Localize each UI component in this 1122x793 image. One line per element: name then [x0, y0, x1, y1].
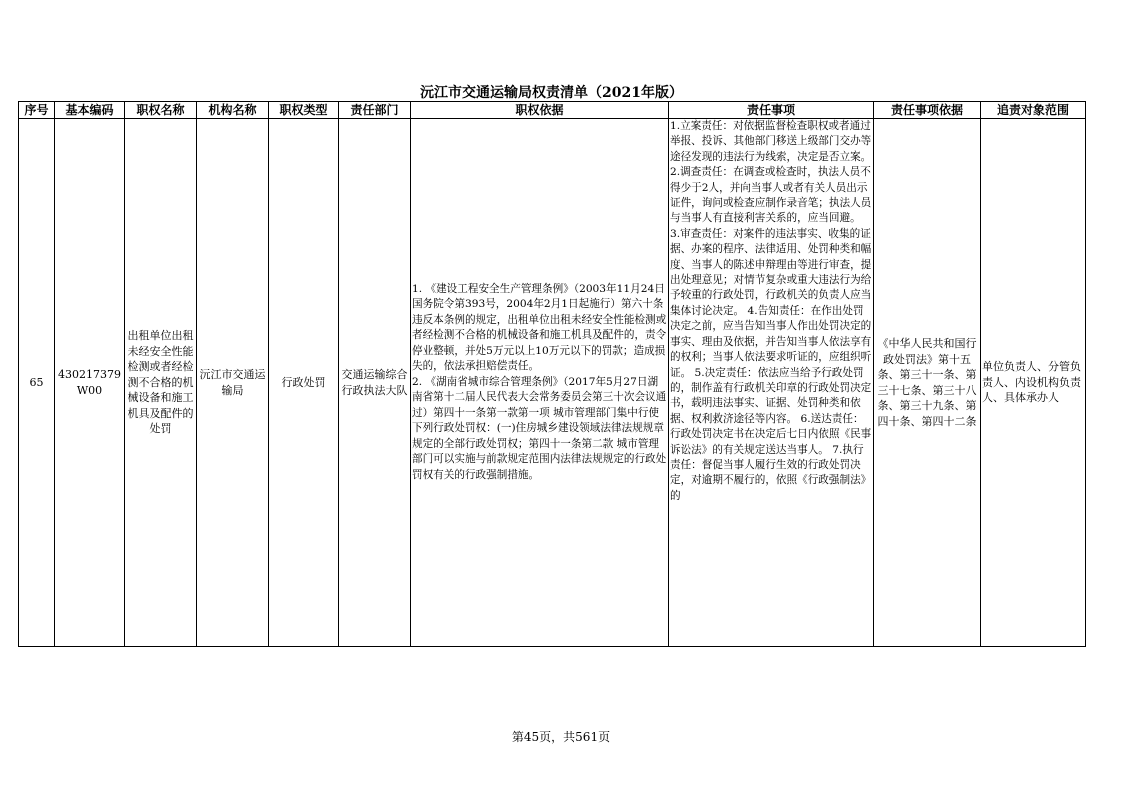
page-footer: 第45页，共561页 [511, 730, 611, 744]
header-dept: 责任部门 [339, 102, 411, 119]
page-title: 沅江市交通运输局权责清单（2021年版） [420, 85, 683, 101]
cell-accountability: 单位负责人、分管负责人、内设机构负责人、具体承办人 [981, 119, 1086, 647]
table-row [19, 119, 1086, 647]
power-list-table [18, 101, 1086, 647]
cell-code: 430217379W00 [55, 119, 125, 647]
header-org-name: 机构名称 [197, 102, 269, 119]
cell-basis: 1. 《建设工程安全生产管理条例》（2003年11月24日国务院令第393号，2004年2月1日起施行）第六十条 违反本条例的规定，出租单位出租未经安全性能检测或者经检测不合格的机械设备和施工机具及配件的，责令停业整顿，并处5万元以上10万元以下的罚款；造成损失的，依法承担赔偿责任。 2. 《湖南省城市综合管理条例》（2017年5月27日湖南省第十二届人民代表大会常务委员会第三十次会议通过）第四十一条第一款第一项 城市管理部门集中行使下列行政处罚权：(一)住房城乡建设领域法律法规规章规定的全部行政处罚权；第四十一条第二款 城市管理部门可以实施与前款规定范围内法律法规规定的行政处罚权有关的行政强制措施。 [411, 119, 669, 647]
header-resp-basis: 责任事项依据 [874, 102, 981, 119]
cell-responsibility: 1.立案责任：对依据监督检查职权或者通过举报、投诉、其他部门移送上级部门交办等途径发现的违法行为线索，决定是否立案。 2.调查责任：在调查或检查时，执法人员不得少于2人，并向当事人或者有关人员出示证件，询问或检查应制作录音笔；执法人员与当事人有直接利害关系的，应当回避。 3.审查责任：对案件的违法事实、收集的证据、办案的程序、法律适用、处罚种类和幅度、当事人的陈述申辩理由等进行审查，提出处理意见；对情节复杂或重大违法行为给予较重的行政处罚，行政机关的负责人应当集体讨论决定。 4.告知责任：在作出处罚决定之前，应当告知当事人作出处罚决定的事实、理由及依据，并告知当事人依法享有的权利；当事人依法要求听证的，应组织听证。 5.决定责任：依法应当给予行政处罚的，制作盖有行政机关印章的行政处罚决定书，载明违法事实、证据、处罚种类和依据、权利救济途径等内容。 6.送达责任：行政处罚决定书在决定后七日内依照《民事诉讼法》的有关规定送达当事人。 7.执行责任：督促当事人履行生效的行政处罚决定，对逾期不履行的，依照《行政强制法》的 [669, 119, 874, 647]
cell-seq: 65 [19, 119, 55, 647]
header-power-type: 职权类型 [269, 102, 339, 119]
header-accountability: 追责对象范围 [981, 102, 1086, 119]
header-responsibility: 责任事项 [669, 102, 874, 119]
cell-org-name: 沅江市交通运输局 [197, 119, 269, 647]
table-header-row [19, 102, 1086, 119]
header-basis: 职权依据 [411, 102, 669, 119]
cell-power-name: 出租单位出租未经安全性能检测或者经检测不合格的机械设备和施工机具及配件的处罚 [125, 119, 197, 647]
cell-resp-basis: 《中华人民共和国行政处罚法》第十五条、第三十一条、第三十七条、第三十八条、第三十九条、第四十条、第四十二条 [874, 119, 981, 647]
header-code: 基本编码 [55, 102, 125, 119]
header-power-name: 职权名称 [125, 102, 197, 119]
cell-power-type: 行政处罚 [269, 119, 339, 647]
cell-dept: 交通运输综合行政执法大队 [339, 119, 411, 647]
header-seq: 序号 [19, 102, 55, 119]
